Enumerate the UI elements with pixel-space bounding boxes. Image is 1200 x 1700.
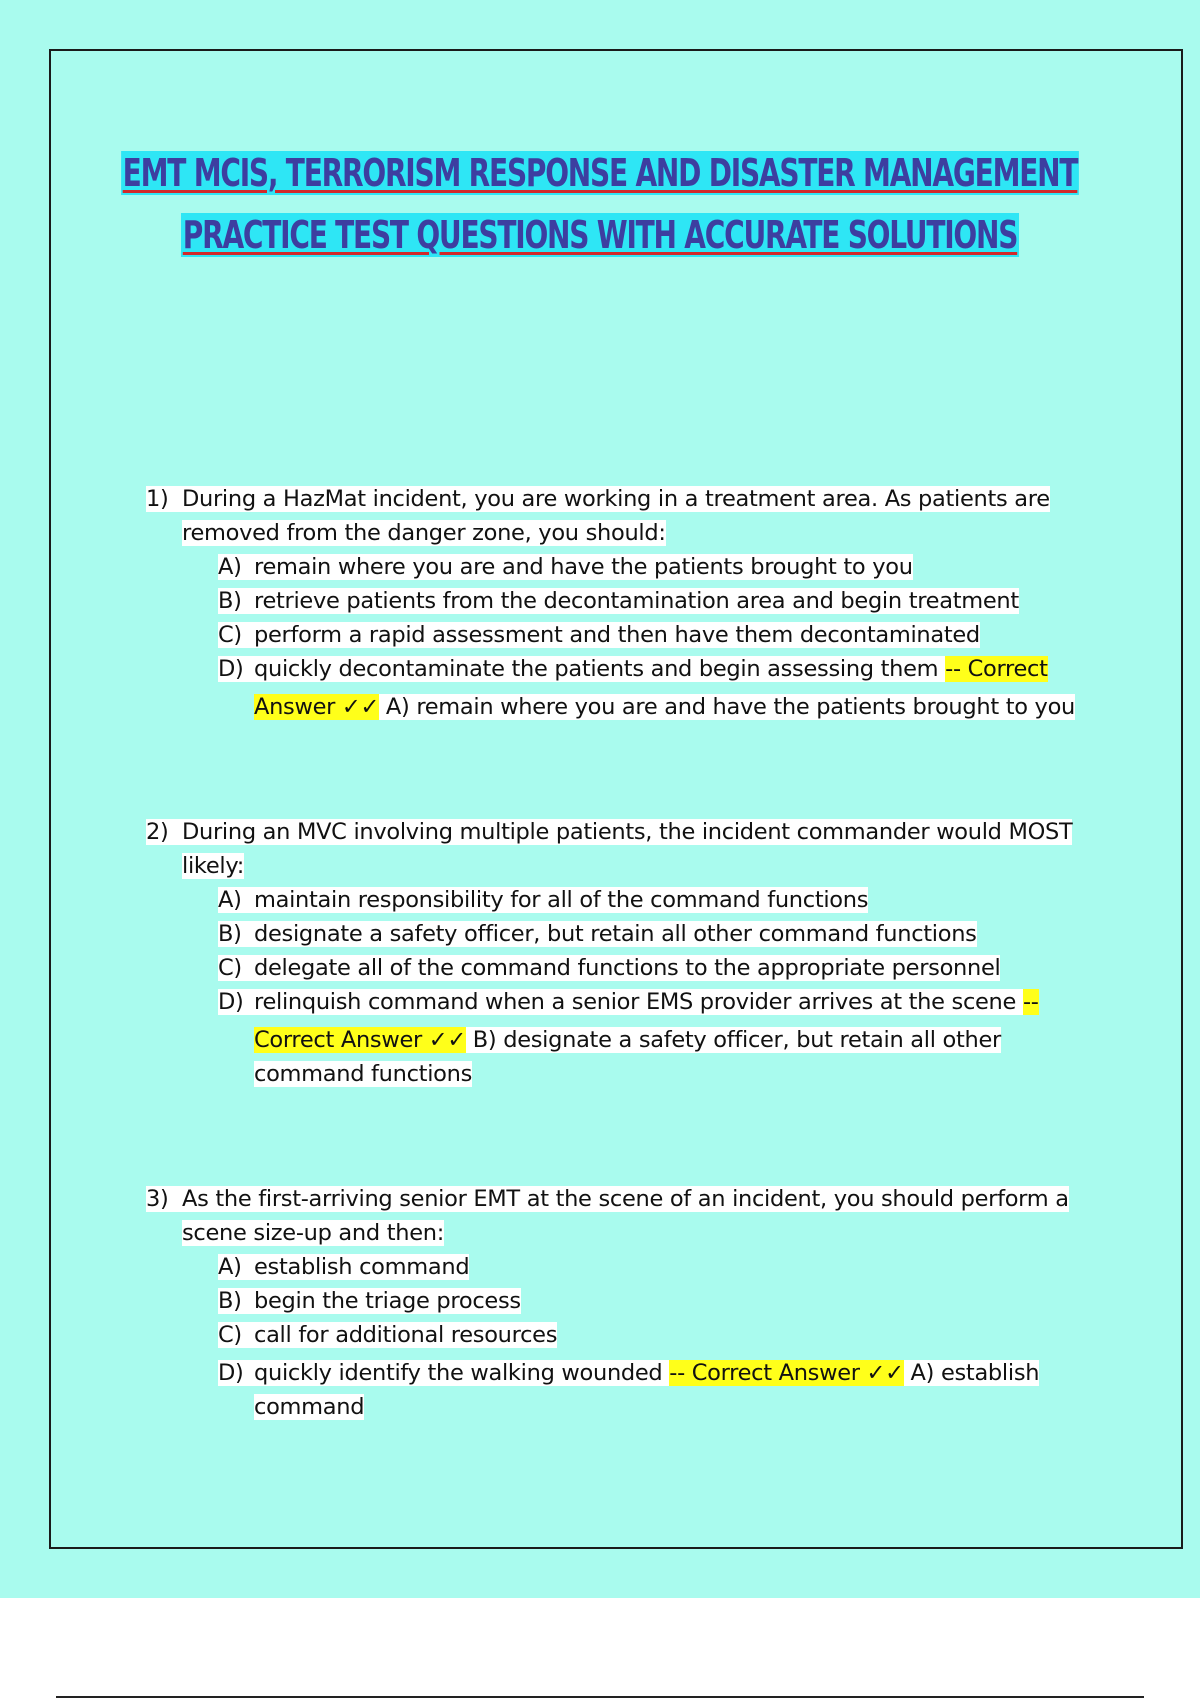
question-stem-continued: removed from the danger zone, you should:	[182, 520, 666, 546]
correct-answer-text-continued: command functions	[254, 1061, 472, 1087]
question-stem-continued: likely:	[182, 853, 244, 879]
correct-answer-marker: -- Correct	[945, 656, 1048, 682]
correct-answer-marker: --	[1022, 989, 1039, 1015]
question-stem: During a HazMat incident, you are working in a treatment area. As patients are	[182, 486, 1050, 512]
option-b: B) retrieve patients from the decontamination area and begin treatment	[218, 588, 1019, 614]
option-c: C) delegate all of the command functions to the appropriate personnel	[218, 955, 1001, 981]
question-number: 3)	[146, 1186, 169, 1212]
document-title-line-2: PRACTICE TEST QUESTIONS WITH ACCURATE SOLUTIONS	[182, 213, 1018, 257]
correct-answer-text: A) remain where you are and have the patients brought to you	[385, 694, 1075, 720]
question-number: 2)	[146, 819, 169, 845]
question-stem: As the first-arriving senior EMT at the scene of an incident, you should perform a	[182, 1186, 1069, 1212]
option-d: D) quickly identify the walking wounded -- Correct Answer ✓✓ A) establish	[218, 1360, 1040, 1386]
question-stem: During an MVC involving multiple patients, the incident commander would MOST	[182, 819, 1073, 845]
question-2	[146, 815, 1076, 1091]
correct-answer-text: B) designate a safety officer, but retain all other	[472, 1027, 1001, 1053]
correct-answer-marker-continued: Correct Answer ✓✓	[254, 1027, 466, 1053]
footer-rule	[56, 1696, 1144, 1698]
correct-answer-text: A) establish	[910, 1360, 1040, 1386]
option-c: C) call for additional resources	[218, 1322, 558, 1348]
option-b: B) begin the triage process	[218, 1288, 521, 1314]
option-a: A) maintain responsibility for all of the command functions	[218, 887, 869, 913]
option-d: D) quickly decontaminate the patients and begin assessing them -- Correct	[218, 656, 1048, 682]
option-c: C) perform a rapid assessment and then have them decontaminated	[218, 622, 980, 648]
question-number: 1)	[146, 486, 169, 512]
option-a: A) remain where you are and have the patients brought to you	[218, 554, 913, 580]
correct-answer-marker-continued: Answer ✓✓	[254, 694, 380, 720]
option-a: A) establish command	[218, 1254, 470, 1280]
document-title-line-1: EMT MCIS, TERRORISM RESPONSE AND DISASTER MANAGEMENT	[122, 151, 1078, 195]
correct-answer-marker: -- Correct Answer ✓✓	[669, 1360, 904, 1386]
question-3	[146, 1182, 1076, 1424]
option-b: B) designate a safety officer, but retain all other command functions	[218, 921, 977, 947]
option-d: D) relinquish command when a senior EMS provider arrives at the scene --	[218, 989, 1039, 1015]
correct-answer-text-continued: command	[254, 1394, 365, 1420]
question-1	[146, 482, 1076, 724]
question-stem-continued: scene size-up and then:	[182, 1220, 444, 1246]
